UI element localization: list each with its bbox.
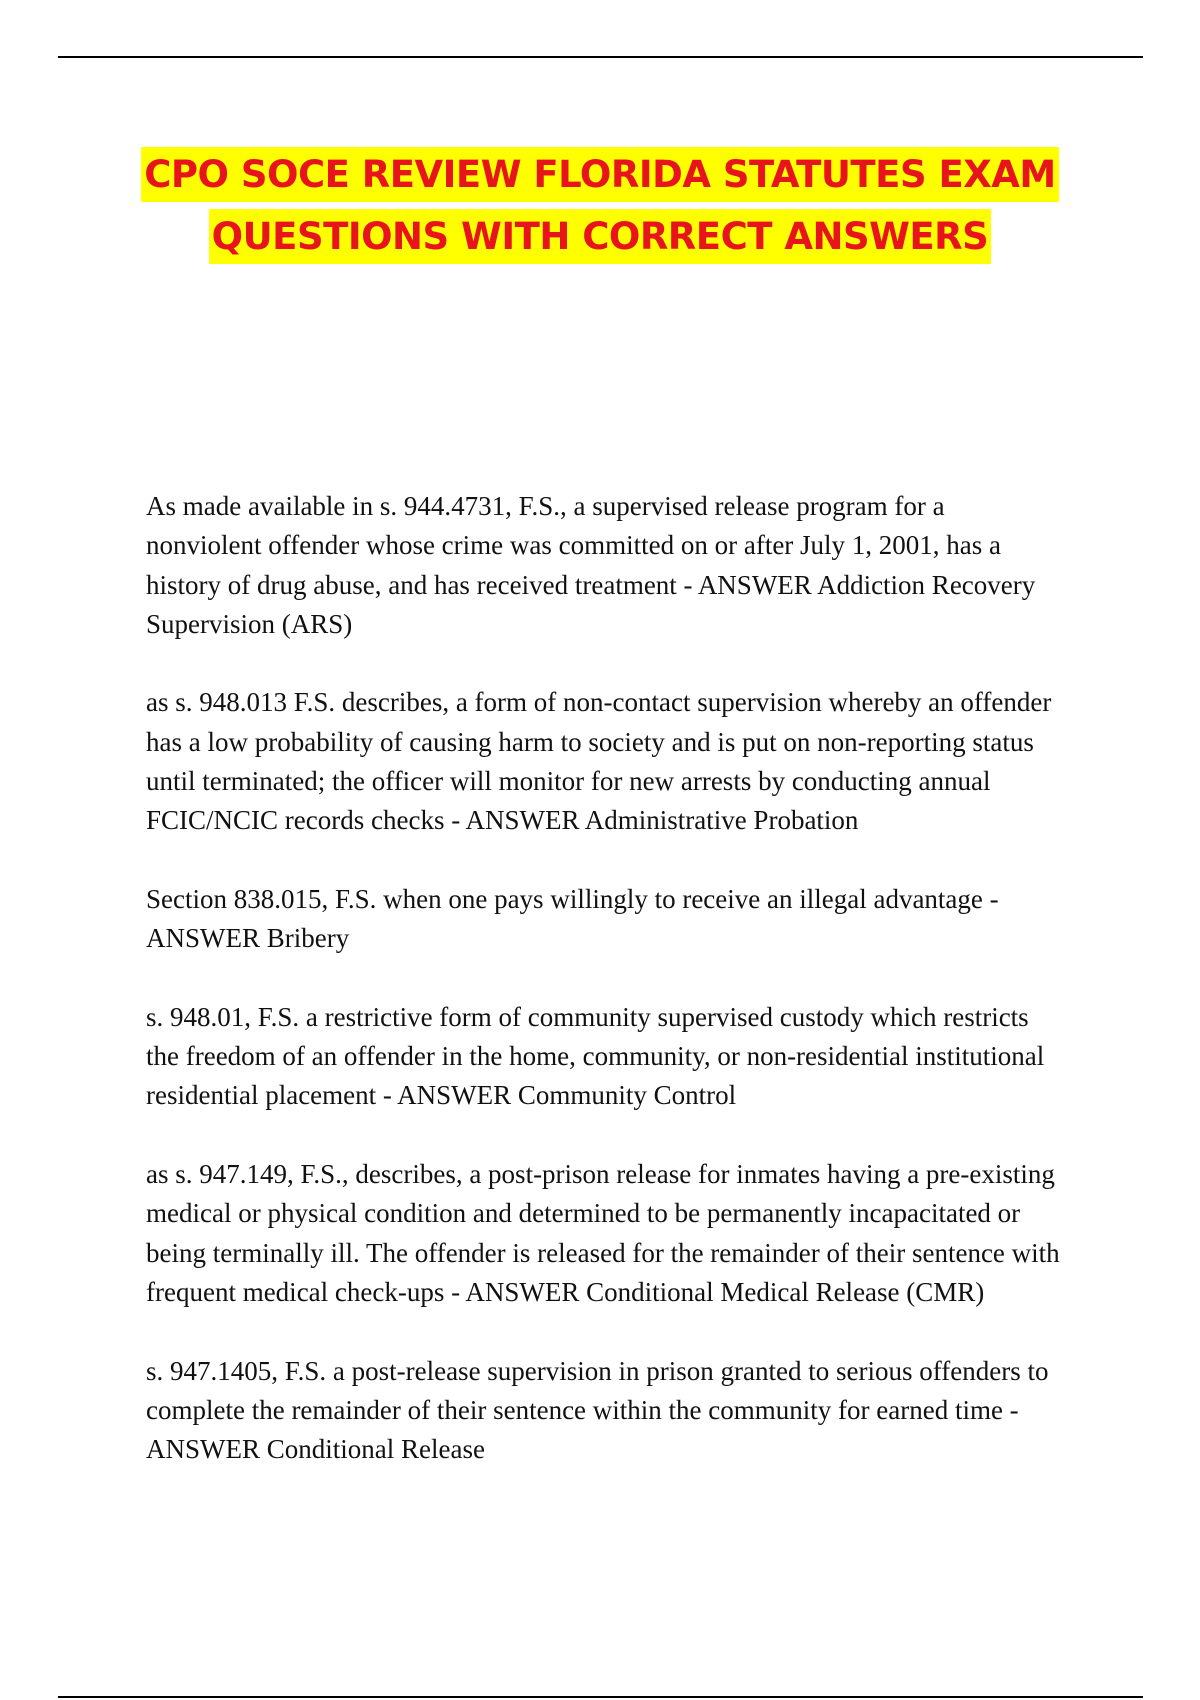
bottom-rule [58,1696,1143,1698]
list-item [146,998,1066,1116]
list-item [146,1155,1066,1312]
question-answer-text: s. 948.01, F.S. a restrictive form of community supervised custody which restricts the freedom of an offender in the home, community, or non-residential institutional residential placement - ANSWER Community Control [146,1001,1045,1111]
title-highlight: CPO SOCE REVIEW FLORIDA STATUTES EXAM QUESTIONS WITH CORRECT ANSWERS [141,147,1059,264]
question-answer-text: s. 947.1405, F.S. a post-release supervision in prison granted to serious offenders to complete the remainder of their sentence within the community for earned time - ANSWER Conditional Release [146,1355,1049,1465]
top-rule [58,56,1143,58]
list-item [146,1352,1066,1470]
question-answer-text: Section 838.015, F.S. when one pays willingly to receive an illegal advantage - ANSWER Bribery [146,883,999,954]
question-answer-text: as s. 948.013 F.S. describes, a form of non-contact supervision whereby an offender has a low probability of causing harm to society and is put on non-reporting status until terminated; the officer will monitor for new arrests by conducting annual FCIC/NCIC records checks - ANSWER Administrative Probation [146,687,1052,836]
list-item [146,880,1066,959]
document-title [120,144,1080,268]
question-answer-text: As made available in s. 944.4731, F.S., a supervised release program for a nonviolent offender whose crime was committed on or after July 1, 2001, has a history of drug abuse, and has received treatment - ANSWER Addiction Recovery Supervision (ARS) [146,491,1036,639]
list-item [146,683,1066,840]
question-answer-text: as s. 947.149, F.S., describes, a post-prison release for inmates having a pre-existing medical or physical condition and determined to be permanently incapacitated or being terminally ill. The offender is released for the remainder of their sentence with frequent medical check-ups - ANSWER Conditional Medical Release (CMR) [146,1159,1060,1307]
question-answer-list [146,487,1066,1509]
list-item [146,487,1066,644]
